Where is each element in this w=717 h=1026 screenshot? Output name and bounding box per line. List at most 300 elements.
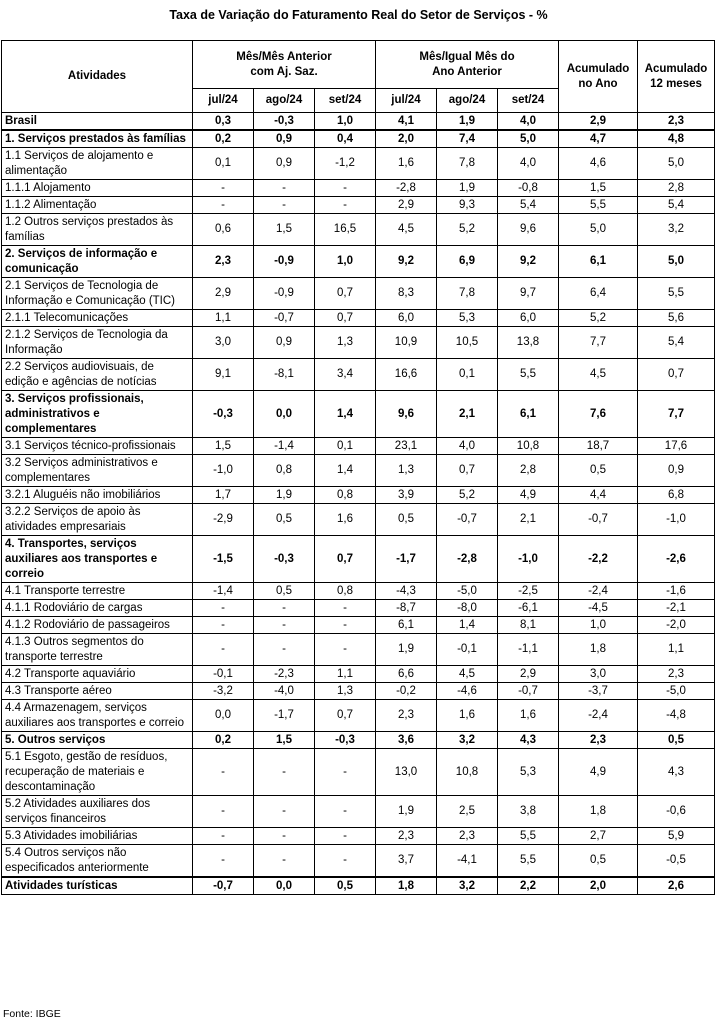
- value-cell: 0,5: [638, 732, 715, 749]
- table-row: [2, 130, 715, 148]
- value-cell: 10,8: [498, 438, 559, 455]
- value-cell: -4,8: [638, 700, 715, 732]
- value-cell: 1,5: [254, 732, 315, 749]
- table-row: [2, 504, 715, 536]
- value-cell: 3,2: [437, 732, 498, 749]
- value-cell: 2,9: [498, 666, 559, 683]
- value-cell: -: [315, 828, 376, 845]
- table-row: [2, 683, 715, 700]
- value-cell: -0,6: [638, 796, 715, 828]
- table-row: [2, 666, 715, 683]
- value-cell: 5,4: [498, 197, 559, 214]
- header-month: jul/24: [193, 89, 254, 113]
- activity-label: 1.1.2 Alimentação: [2, 197, 193, 214]
- value-cell: 1,8: [559, 634, 638, 666]
- value-cell: 1,9: [376, 796, 437, 828]
- value-cell: 7,8: [437, 278, 498, 310]
- value-cell: 1,7: [193, 487, 254, 504]
- value-cell: -1,2: [315, 148, 376, 180]
- table-row: [2, 634, 715, 666]
- table-row: [2, 197, 715, 214]
- activity-label: 2.1 Serviços de Tecnologia de Informação e Comunicação (TIC): [2, 278, 193, 310]
- value-cell: 3,2: [638, 214, 715, 246]
- value-cell: 6,1: [559, 246, 638, 278]
- table-row: [2, 310, 715, 327]
- value-cell: -1,0: [638, 504, 715, 536]
- value-cell: 1,1: [315, 666, 376, 683]
- value-cell: 0,0: [254, 877, 315, 895]
- value-cell: -: [193, 600, 254, 617]
- value-cell: 3,6: [376, 732, 437, 749]
- value-cell: -3,2: [193, 683, 254, 700]
- value-cell: 4,7: [559, 130, 638, 148]
- value-cell: 9,6: [376, 391, 437, 438]
- value-cell: -1,0: [193, 455, 254, 487]
- value-cell: 6,0: [376, 310, 437, 327]
- table-row: [2, 749, 715, 796]
- value-cell: 6,4: [559, 278, 638, 310]
- value-cell: 1,4: [437, 617, 498, 634]
- value-cell: 0,7: [437, 455, 498, 487]
- services-revenue-table: [1, 40, 715, 895]
- value-cell: 2,0: [376, 130, 437, 148]
- activity-label: 3. Serviços profissionais, administrativos e complementares: [2, 391, 193, 438]
- table-row: [2, 600, 715, 617]
- value-cell: 0,9: [254, 327, 315, 359]
- value-cell: -5,0: [638, 683, 715, 700]
- value-cell: 1,3: [315, 683, 376, 700]
- value-cell: 5,5: [498, 828, 559, 845]
- value-cell: 2,3: [376, 700, 437, 732]
- value-cell: 2,3: [437, 828, 498, 845]
- value-cell: 9,2: [376, 246, 437, 278]
- table-row: [2, 877, 715, 895]
- value-cell: -6,1: [498, 600, 559, 617]
- header-month: set/24: [315, 89, 376, 113]
- table-row: [2, 583, 715, 600]
- value-cell: -: [315, 600, 376, 617]
- value-cell: -4,1: [437, 845, 498, 878]
- value-cell: -: [193, 180, 254, 197]
- value-cell: 0,7: [315, 536, 376, 583]
- value-cell: 5,2: [437, 487, 498, 504]
- value-cell: 1,4: [315, 391, 376, 438]
- value-cell: 4,0: [437, 438, 498, 455]
- value-cell: -: [315, 749, 376, 796]
- value-cell: 1,0: [559, 617, 638, 634]
- table-row: [2, 327, 715, 359]
- value-cell: 5,0: [559, 214, 638, 246]
- activity-label: 3.2.1 Aluguéis não imobiliários: [2, 487, 193, 504]
- value-cell: 6,1: [498, 391, 559, 438]
- table-row: [2, 536, 715, 583]
- value-cell: 8,3: [376, 278, 437, 310]
- value-cell: -0,3: [254, 113, 315, 131]
- value-cell: -2,4: [559, 583, 638, 600]
- value-cell: 5,5: [638, 278, 715, 310]
- value-cell: -0,3: [254, 536, 315, 583]
- value-cell: 10,9: [376, 327, 437, 359]
- value-cell: -4,5: [559, 600, 638, 617]
- value-cell: 9,2: [498, 246, 559, 278]
- activity-label: 1.2 Outros serviços prestados às famílias: [2, 214, 193, 246]
- value-cell: 2,3: [638, 666, 715, 683]
- value-cell: 1,6: [498, 700, 559, 732]
- value-cell: 4,9: [498, 487, 559, 504]
- value-cell: 2,6: [638, 877, 715, 895]
- value-cell: 0,1: [193, 148, 254, 180]
- value-cell: 0,3: [193, 113, 254, 131]
- value-cell: 5,0: [638, 148, 715, 180]
- value-cell: -2,5: [498, 583, 559, 600]
- value-cell: 1,1: [638, 634, 715, 666]
- value-cell: -: [315, 634, 376, 666]
- value-cell: 3,2: [437, 877, 498, 895]
- table-row: [2, 796, 715, 828]
- value-cell: -1,4: [193, 583, 254, 600]
- value-cell: 1,0: [315, 246, 376, 278]
- header-month: ago/24: [437, 89, 498, 113]
- value-cell: -: [315, 845, 376, 878]
- value-cell: -2,8: [437, 536, 498, 583]
- value-cell: 1,6: [376, 148, 437, 180]
- value-cell: -: [254, 796, 315, 828]
- value-cell: 0,9: [254, 148, 315, 180]
- value-cell: -2,8: [376, 180, 437, 197]
- value-cell: -: [254, 180, 315, 197]
- value-cell: -: [315, 197, 376, 214]
- value-cell: 7,6: [559, 391, 638, 438]
- value-cell: 7,4: [437, 130, 498, 148]
- value-cell: -0,7: [498, 683, 559, 700]
- value-cell: 1,6: [315, 504, 376, 536]
- value-cell: 0,7: [638, 359, 715, 391]
- value-cell: 3,7: [376, 845, 437, 878]
- value-cell: -: [254, 828, 315, 845]
- value-cell: -0,8: [498, 180, 559, 197]
- value-cell: 1,1: [193, 310, 254, 327]
- value-cell: 5,2: [559, 310, 638, 327]
- value-cell: 5,0: [498, 130, 559, 148]
- value-cell: 0,5: [559, 455, 638, 487]
- value-cell: 1,0: [315, 113, 376, 131]
- value-cell: 2,3: [559, 732, 638, 749]
- value-cell: -0,9: [254, 246, 315, 278]
- activity-label: 4.2 Transporte aquaviário: [2, 666, 193, 683]
- value-cell: 5,6: [638, 310, 715, 327]
- value-cell: 4,3: [638, 749, 715, 796]
- value-cell: -8,7: [376, 600, 437, 617]
- activity-label: 4.3 Transporte aéreo: [2, 683, 193, 700]
- value-cell: -: [193, 197, 254, 214]
- value-cell: -8,0: [437, 600, 498, 617]
- value-cell: 13,8: [498, 327, 559, 359]
- value-cell: -1,7: [376, 536, 437, 583]
- value-cell: -: [254, 197, 315, 214]
- activity-label: 2.2 Serviços audiovisuais, de edição e agências de notícias: [2, 359, 193, 391]
- activity-label: 4.1.3 Outros segmentos do transporte terrestre: [2, 634, 193, 666]
- value-cell: 5,2: [437, 214, 498, 246]
- activity-label: Atividades turísticas: [2, 877, 193, 895]
- value-cell: -: [254, 600, 315, 617]
- value-cell: 2,9: [193, 278, 254, 310]
- value-cell: 5,0: [638, 246, 715, 278]
- value-cell: -: [315, 617, 376, 634]
- activity-label: 2.1.2 Serviços de Tecnologia da Informação: [2, 327, 193, 359]
- value-cell: 6,0: [498, 310, 559, 327]
- value-cell: 6,6: [376, 666, 437, 683]
- value-cell: 1,5: [559, 180, 638, 197]
- table-row: [2, 278, 715, 310]
- header-month: jul/24: [376, 89, 437, 113]
- value-cell: 17,6: [638, 438, 715, 455]
- value-cell: 5,3: [498, 749, 559, 796]
- header-mes-anterior: Mês/Mês Anterior com Aj. Saz.: [193, 41, 376, 89]
- value-cell: -0,9: [254, 278, 315, 310]
- value-cell: 1,6: [437, 700, 498, 732]
- value-cell: -5,0: [437, 583, 498, 600]
- value-cell: 2,5: [437, 796, 498, 828]
- value-cell: -8,1: [254, 359, 315, 391]
- value-cell: -4,0: [254, 683, 315, 700]
- value-cell: -2,2: [559, 536, 638, 583]
- value-cell: -: [254, 634, 315, 666]
- activity-label: 5. Outros serviços: [2, 732, 193, 749]
- value-cell: -: [315, 796, 376, 828]
- value-cell: -2,4: [559, 700, 638, 732]
- value-cell: 0,5: [254, 504, 315, 536]
- value-cell: -1,4: [254, 438, 315, 455]
- value-cell: 0,7: [315, 278, 376, 310]
- value-cell: 4,9: [559, 749, 638, 796]
- activity-label: 1. Serviços prestados às famílias: [2, 130, 193, 148]
- value-cell: -0,1: [193, 666, 254, 683]
- table-row: [2, 438, 715, 455]
- value-cell: 5,4: [638, 197, 715, 214]
- value-cell: 0,5: [315, 877, 376, 895]
- value-cell: -: [193, 796, 254, 828]
- value-cell: 0,6: [193, 214, 254, 246]
- activity-label: 2. Serviços de informação e comunicação: [2, 246, 193, 278]
- table-row: [2, 828, 715, 845]
- activity-label: Brasil: [2, 113, 193, 131]
- value-cell: 16,6: [376, 359, 437, 391]
- value-cell: 0,5: [254, 583, 315, 600]
- activity-label: 5.1 Esgoto, gestão de resíduos, recuperação de materiais e descontaminação: [2, 749, 193, 796]
- value-cell: 1,5: [254, 214, 315, 246]
- header-month: ago/24: [254, 89, 315, 113]
- value-cell: 2,1: [498, 504, 559, 536]
- value-cell: -2,6: [638, 536, 715, 583]
- value-cell: 3,9: [376, 487, 437, 504]
- value-cell: -0,7: [437, 504, 498, 536]
- value-cell: -1,6: [638, 583, 715, 600]
- table-row: [2, 246, 715, 278]
- value-cell: 2,9: [376, 197, 437, 214]
- value-cell: 0,8: [315, 583, 376, 600]
- value-cell: -: [315, 180, 376, 197]
- value-cell: 16,5: [315, 214, 376, 246]
- value-cell: -1,5: [193, 536, 254, 583]
- value-cell: 3,0: [193, 327, 254, 359]
- value-cell: -0,5: [638, 845, 715, 878]
- table-row: [2, 617, 715, 634]
- value-cell: 2,7: [559, 828, 638, 845]
- value-cell: -: [193, 845, 254, 878]
- value-cell: 0,5: [559, 845, 638, 878]
- activity-label: 1.1.1 Alojamento: [2, 180, 193, 197]
- value-cell: 0,0: [193, 700, 254, 732]
- value-cell: -0,3: [315, 732, 376, 749]
- table-title: Taxa de Variação do Faturamento Real do Setor de Serviços - %: [169, 8, 548, 22]
- value-cell: 7,7: [559, 327, 638, 359]
- value-cell: -4,3: [376, 583, 437, 600]
- value-cell: 4,3: [498, 732, 559, 749]
- value-cell: 0,8: [315, 487, 376, 504]
- header-acumulado-12-meses: Acumulado 12 meses: [638, 41, 715, 113]
- table-row: [2, 455, 715, 487]
- table-row: [2, 732, 715, 749]
- value-cell: 1,3: [315, 327, 376, 359]
- value-cell: 4,5: [376, 214, 437, 246]
- value-cell: 1,9: [437, 180, 498, 197]
- value-cell: 10,5: [437, 327, 498, 359]
- value-cell: 6,8: [638, 487, 715, 504]
- activity-label: 2.1.1 Telecomunicações: [2, 310, 193, 327]
- value-cell: 13,0: [376, 749, 437, 796]
- value-cell: 1,4: [315, 455, 376, 487]
- value-cell: 4,4: [559, 487, 638, 504]
- value-cell: -0,7: [254, 310, 315, 327]
- value-cell: 0,1: [315, 438, 376, 455]
- value-cell: 10,8: [437, 749, 498, 796]
- value-cell: 23,1: [376, 438, 437, 455]
- value-cell: -: [254, 749, 315, 796]
- value-cell: 4,5: [437, 666, 498, 683]
- table-row: [2, 180, 715, 197]
- value-cell: 2,1: [437, 391, 498, 438]
- value-cell: 9,1: [193, 359, 254, 391]
- value-cell: -: [193, 617, 254, 634]
- activity-label: 4. Transportes, serviços auxiliares aos transportes e correio: [2, 536, 193, 583]
- value-cell: 2,2: [498, 877, 559, 895]
- value-cell: 2,9: [559, 113, 638, 131]
- value-cell: 8,1: [498, 617, 559, 634]
- value-cell: 0,4: [315, 130, 376, 148]
- value-cell: 9,7: [498, 278, 559, 310]
- value-cell: 5,5: [559, 197, 638, 214]
- table-row: [2, 391, 715, 438]
- table-row: [2, 113, 715, 131]
- value-cell: 4,1: [376, 113, 437, 131]
- value-cell: -1,7: [254, 700, 315, 732]
- value-cell: 1,5: [193, 438, 254, 455]
- activity-label: 1.1 Serviços de alojamento e alimentação: [2, 148, 193, 180]
- value-cell: 5,3: [437, 310, 498, 327]
- value-cell: 0,2: [193, 130, 254, 148]
- value-cell: -: [193, 634, 254, 666]
- value-cell: -: [193, 749, 254, 796]
- value-cell: 3,4: [315, 359, 376, 391]
- value-cell: 4,0: [498, 113, 559, 131]
- value-cell: 2,0: [559, 877, 638, 895]
- value-cell: -2,3: [254, 666, 315, 683]
- activity-label: 3.1 Serviços técnico-profissionais: [2, 438, 193, 455]
- value-cell: 3,8: [498, 796, 559, 828]
- value-cell: -: [193, 828, 254, 845]
- activity-label: 3.2.2 Serviços de apoio às atividades empresariais: [2, 504, 193, 536]
- value-cell: 9,3: [437, 197, 498, 214]
- value-cell: 5,5: [498, 845, 559, 878]
- value-cell: 2,8: [638, 180, 715, 197]
- value-cell: 2,8: [498, 455, 559, 487]
- value-cell: 0,9: [254, 130, 315, 148]
- activity-label: 3.2 Serviços administrativos e complementares: [2, 455, 193, 487]
- activity-label: 5.4 Outros serviços não especificados anteriormente: [2, 845, 193, 878]
- value-cell: 6,1: [376, 617, 437, 634]
- activity-label: 4.4 Armazenagem, serviços auxiliares aos transportes e correio: [2, 700, 193, 732]
- value-cell: 1,8: [376, 877, 437, 895]
- value-cell: -0,2: [376, 683, 437, 700]
- value-cell: 0,7: [315, 700, 376, 732]
- value-cell: 5,4: [638, 327, 715, 359]
- value-cell: 4,8: [638, 130, 715, 148]
- value-cell: -1,0: [498, 536, 559, 583]
- header-month: set/24: [498, 89, 559, 113]
- table-row: [2, 214, 715, 246]
- activity-label: 4.1.2 Rodoviário de passageiros: [2, 617, 193, 634]
- value-cell: -0,3: [193, 391, 254, 438]
- table-row: [2, 845, 715, 878]
- value-cell: -2,0: [638, 617, 715, 634]
- source-note: Fonte: IBGE: [3, 1008, 61, 1020]
- value-cell: 2,3: [638, 113, 715, 131]
- value-cell: 0,2: [193, 732, 254, 749]
- value-cell: 2,3: [193, 246, 254, 278]
- value-cell: 4,6: [559, 148, 638, 180]
- value-cell: 4,0: [498, 148, 559, 180]
- table-row: [2, 487, 715, 504]
- value-cell: -4,6: [437, 683, 498, 700]
- value-cell: -: [254, 845, 315, 878]
- value-cell: 0,5: [376, 504, 437, 536]
- value-cell: 2,3: [376, 828, 437, 845]
- value-cell: 7,8: [437, 148, 498, 180]
- value-cell: 6,9: [437, 246, 498, 278]
- value-cell: -2,9: [193, 504, 254, 536]
- value-cell: 9,6: [498, 214, 559, 246]
- value-cell: -0,7: [559, 504, 638, 536]
- value-cell: 5,5: [498, 359, 559, 391]
- value-cell: 4,5: [559, 359, 638, 391]
- value-cell: 3,0: [559, 666, 638, 683]
- value-cell: -0,7: [193, 877, 254, 895]
- value-cell: -2,1: [638, 600, 715, 617]
- table-row: [2, 700, 715, 732]
- value-cell: -3,7: [559, 683, 638, 700]
- value-cell: 0,1: [437, 359, 498, 391]
- value-cell: 0,8: [254, 455, 315, 487]
- value-cell: 1,9: [376, 634, 437, 666]
- value-cell: 1,8: [559, 796, 638, 828]
- value-cell: 0,7: [315, 310, 376, 327]
- value-cell: -0,1: [437, 634, 498, 666]
- header-acumulado-ano: Acumulado no Ano: [559, 41, 638, 113]
- value-cell: -1,1: [498, 634, 559, 666]
- activity-label: 5.2 Atividades auxiliares dos serviços financeiros: [2, 796, 193, 828]
- table-row: [2, 359, 715, 391]
- value-cell: -: [254, 617, 315, 634]
